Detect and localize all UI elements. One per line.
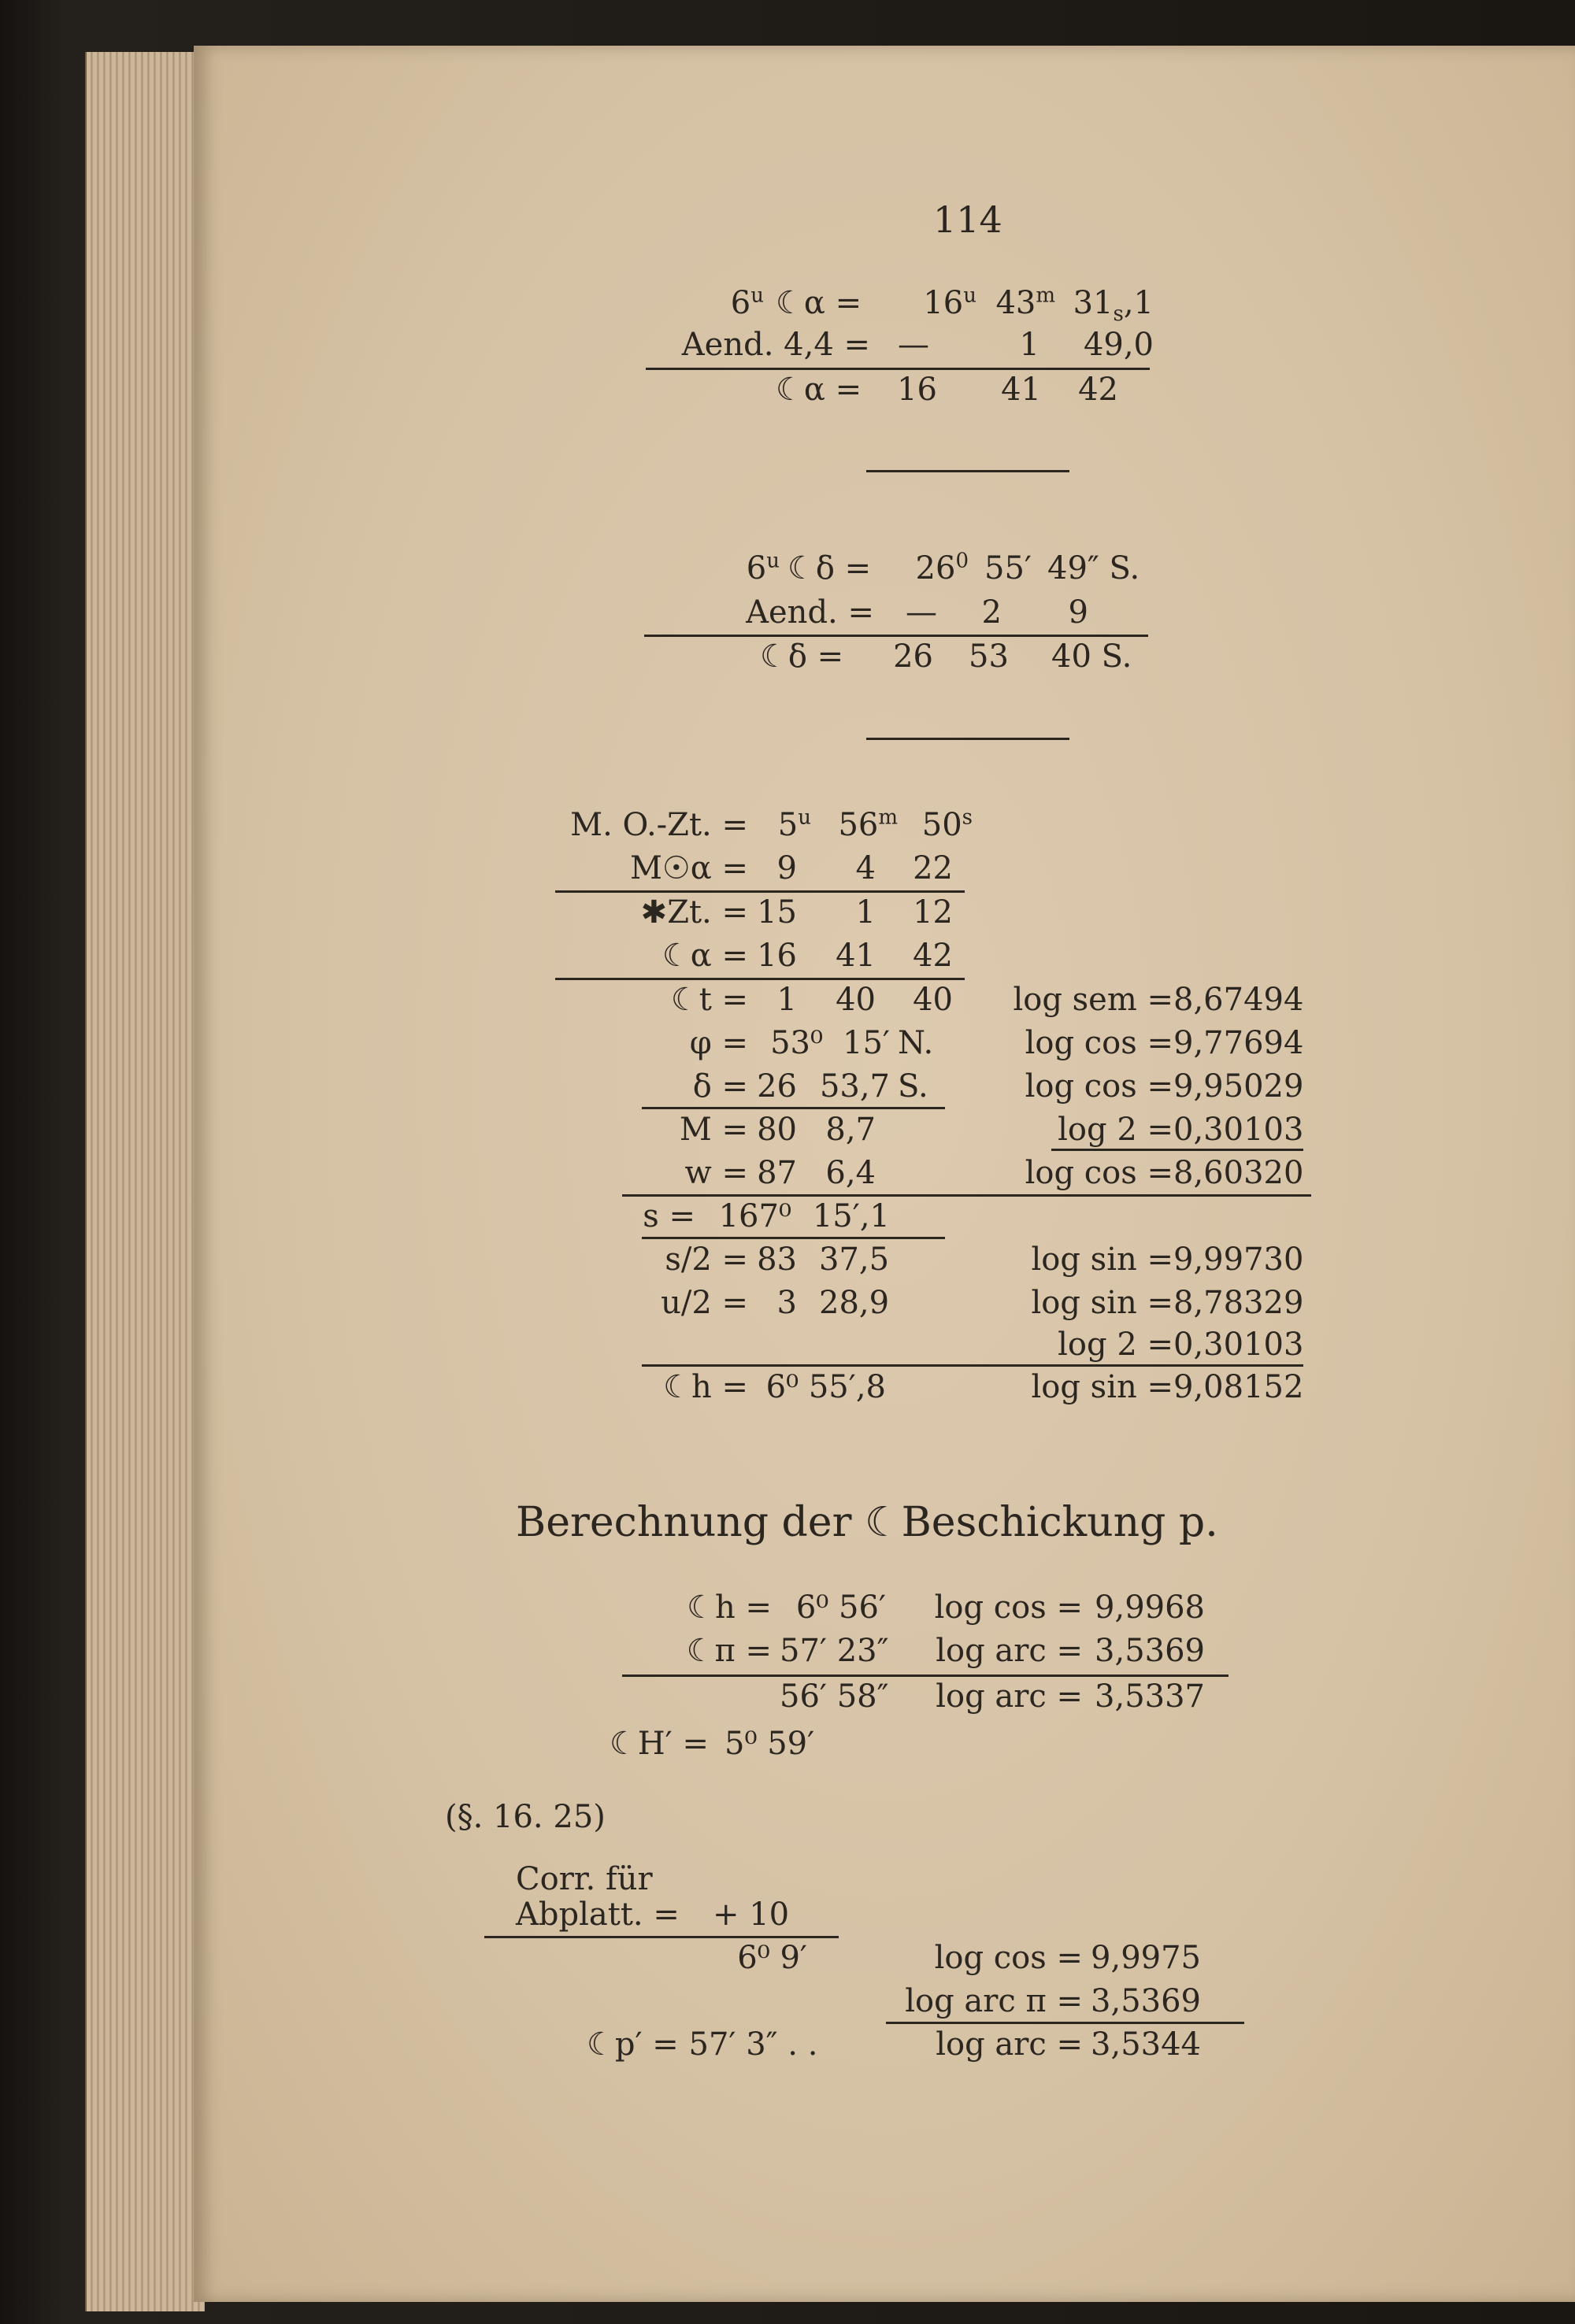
log-label: log arc π = — [905, 1983, 1083, 2019]
value: 16$^u$ — [923, 283, 976, 321]
row-label: ☾h = — [663, 1369, 748, 1405]
log-value: 8,78329 — [1173, 1285, 1304, 1321]
rule — [555, 890, 965, 893]
row-label: ☾α = — [662, 938, 748, 974]
row-label: s/2 = — [665, 1242, 748, 1278]
value: 28,9 — [819, 1285, 890, 1321]
moon-ra-symbol: ☾α = — [776, 372, 862, 408]
value: 53,7 — [819, 1068, 890, 1105]
value: 16 — [897, 372, 937, 408]
log-label: log sin = — [1031, 1285, 1173, 1321]
value: 53⁰ — [770, 1025, 823, 1061]
flattening-label: Abplatt. = — [516, 1897, 680, 1933]
moon-dec-symbol: ☾δ = — [788, 550, 872, 587]
log-value: 9,99730 — [1173, 1242, 1304, 1278]
value: 6,4 — [825, 1155, 876, 1191]
value: 1 — [1019, 327, 1040, 363]
page-edges — [85, 52, 205, 2311]
value: 1 — [855, 894, 876, 931]
value: 49″ S. — [1047, 550, 1140, 587]
log-label: log cos = — [934, 1940, 1083, 1976]
value: 2 — [981, 594, 1002, 631]
log-label: log cos = — [1025, 1068, 1173, 1105]
value: $31_s,1$ — [1073, 285, 1154, 326]
value: 40 — [836, 982, 876, 1018]
value: 42 — [1078, 372, 1118, 408]
row-label: w = — [684, 1155, 748, 1191]
value: 26 — [893, 638, 933, 675]
row-label: u/2 = — [661, 1285, 748, 1321]
value: 15′,1 — [812, 1198, 890, 1234]
log-value: 3,5337 — [1095, 1678, 1205, 1715]
rule — [484, 1936, 839, 1938]
value: 57′ 23″ — [780, 1633, 889, 1669]
value: 16 — [757, 938, 797, 974]
log-value: 9,9968 — [1095, 1589, 1205, 1626]
value: 40 S. — [1051, 638, 1132, 675]
log-label: log arc = — [936, 2026, 1083, 2063]
row-label: ☾h = — [687, 1589, 772, 1626]
value: 83 — [757, 1242, 797, 1278]
rule — [642, 1107, 945, 1109]
rule — [622, 1675, 1228, 1677]
log-value: 9,08152 — [1173, 1369, 1304, 1405]
row-label: ☾t = — [670, 982, 748, 1018]
value: 6⁰ 55′,8 — [765, 1369, 886, 1405]
value: 15 — [757, 894, 797, 931]
page-number: 114 — [933, 198, 1002, 241]
value: 41 — [836, 938, 876, 974]
log-value: 0,30103 — [1173, 1112, 1304, 1148]
log-label: log cos = — [1025, 1025, 1173, 1061]
rule — [642, 1364, 1303, 1367]
value: 9 — [1068, 594, 1088, 631]
value: 9 — [776, 850, 797, 886]
value: 55′ — [984, 550, 1032, 587]
value: 56′ 58″ — [780, 1678, 889, 1715]
value: 6⁰ 9′ — [737, 1940, 807, 1976]
change-label: Aend. 4,4 = — [681, 327, 870, 363]
time-label: 6$^u$ — [746, 549, 780, 587]
value: 40 — [913, 982, 953, 1018]
value: 43$^m$ — [995, 283, 1055, 321]
rule — [1051, 1149, 1303, 1151]
row-label: M☉α = — [629, 850, 748, 886]
time-label: 6$^u$ — [730, 283, 764, 321]
value: 26 — [757, 1068, 797, 1105]
section-heading: Berechnung der ☾Beschickung p. — [516, 1499, 1218, 1546]
log-value: 9,9975 — [1091, 1940, 1201, 1976]
row-label: ✱Zt. = — [640, 894, 748, 931]
value: 167⁰ — [718, 1198, 791, 1234]
value: 5$^u$ — [777, 805, 811, 843]
value: 42 — [913, 938, 953, 974]
value: 15′ — [843, 1025, 890, 1061]
value: 8,7 — [825, 1112, 876, 1148]
moon-dec-symbol: ☾δ = — [760, 638, 844, 675]
value: 4 — [855, 850, 876, 886]
result-label: ☾p′ = 57′ 3″ . . — [587, 2026, 818, 2063]
value: 5⁰ 59′ — [724, 1726, 815, 1762]
value: 3 — [776, 1285, 797, 1321]
correction-label: Corr. für — [516, 1861, 653, 1897]
row-label: s = — [643, 1198, 695, 1234]
separator — [866, 470, 1069, 472]
log-label: log cos = — [1025, 1155, 1173, 1191]
log-label: log sem = — [1013, 982, 1173, 1018]
change-label: Aend. = — [746, 594, 874, 631]
value: — — [898, 327, 929, 363]
log-value: 3,5344 — [1091, 2026, 1201, 2063]
value: 6⁰ 56′ — [795, 1589, 886, 1626]
section-reference: (§. 16. 25) — [445, 1799, 606, 1835]
value: S. — [898, 1068, 928, 1105]
log-label: log 2 = — [1058, 1327, 1173, 1363]
rule — [886, 2022, 1244, 2024]
value: 87 — [757, 1155, 797, 1191]
value: + 10 — [713, 1897, 790, 1933]
moon-ra-symbol: ☾α = — [776, 285, 862, 321]
value: — — [906, 594, 937, 631]
value: 22 — [913, 850, 953, 886]
rule — [555, 978, 965, 980]
value: 56$^m$ — [838, 805, 898, 843]
log-value: 3,5369 — [1091, 1983, 1201, 2019]
log-label: log sin = — [1031, 1242, 1173, 1278]
rule — [646, 368, 1150, 370]
row-label: ☾H′ = — [609, 1726, 709, 1762]
value: 80 — [757, 1112, 797, 1148]
value: 53 — [969, 638, 1009, 675]
rule — [622, 1194, 1311, 1197]
log-value: 3,5369 — [1095, 1633, 1205, 1669]
rule — [644, 635, 1148, 637]
value: 41 — [1001, 372, 1041, 408]
log-value: 8,60320 — [1173, 1155, 1304, 1191]
value: 49,0 — [1083, 327, 1154, 363]
row-label: δ = — [692, 1068, 748, 1105]
log-label: log cos = — [934, 1589, 1083, 1626]
row-label: M. O.-Zt. = — [570, 807, 748, 843]
value: 37,5 — [819, 1242, 890, 1278]
log-label: log arc = — [936, 1633, 1083, 1669]
separator — [866, 738, 1069, 740]
log-label: log arc = — [936, 1678, 1083, 1715]
log-value: 8,67494 — [1173, 982, 1304, 1018]
row-label: M = — [679, 1112, 748, 1148]
rule — [642, 1237, 945, 1239]
log-value: 0,30103 — [1173, 1327, 1304, 1363]
log-value: 9,95029 — [1173, 1068, 1304, 1105]
value: N. — [898, 1025, 934, 1061]
value: 12 — [913, 894, 953, 931]
value: $26^0$ — [915, 549, 969, 587]
row-label: ☾π = — [686, 1633, 772, 1669]
row-label: φ = — [689, 1025, 748, 1061]
log-label: log sin = — [1031, 1369, 1173, 1405]
value: 50$^s$ — [921, 805, 973, 843]
log-value: 9,77694 — [1173, 1025, 1304, 1061]
value: 1 — [776, 982, 797, 1018]
log-label: log 2 = — [1058, 1112, 1173, 1148]
